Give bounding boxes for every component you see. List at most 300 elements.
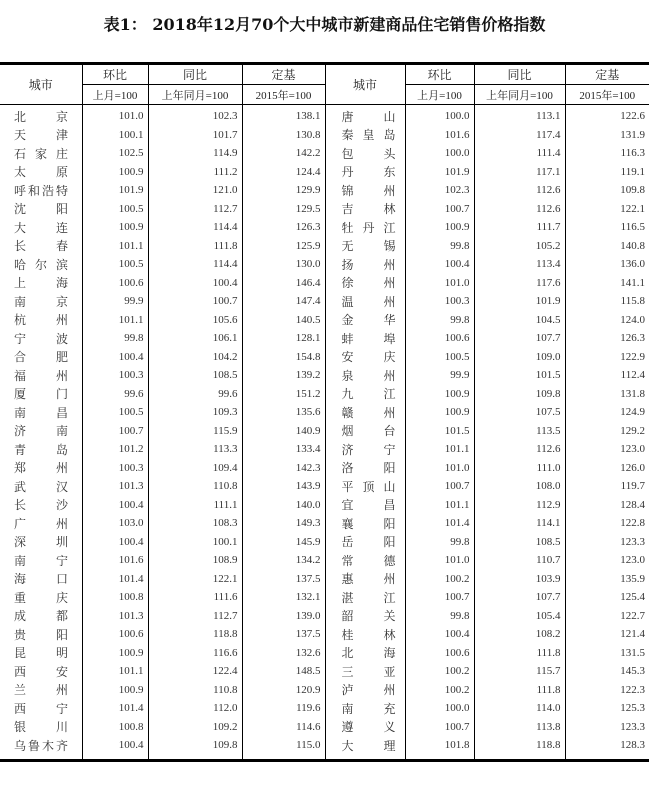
yoy-value-left: 118.8 — [148, 625, 242, 644]
table-row — [0, 144, 649, 163]
fixed-base-value-left: 126.3 — [242, 218, 325, 237]
table-row — [0, 699, 649, 718]
yoy-value-left: 113.3 — [148, 440, 242, 459]
mom-value-right: 100.9 — [405, 218, 474, 237]
city-name: 西安 — [14, 664, 68, 679]
city-cell-left — [0, 403, 82, 422]
yoy-value-right: 112.6 — [474, 440, 565, 459]
yoy-value-left: 114.4 — [148, 255, 242, 274]
mom-value-right: 100.0 — [405, 105, 474, 126]
city-cell-right — [325, 385, 405, 404]
fixed-base-value-left: 142.3 — [242, 459, 325, 478]
city-name: 南宁 — [14, 553, 68, 568]
yoy-value-right: 109.8 — [474, 385, 565, 404]
table-row — [0, 274, 649, 293]
yoy-value-right: 110.7 — [474, 551, 565, 570]
fixed-base-value-left: 130.0 — [242, 255, 325, 274]
header-yoy-base-right: 上年同月=100 — [474, 85, 565, 105]
yoy-value-left: 105.6 — [148, 311, 242, 330]
city-name: 沈阳 — [14, 202, 68, 217]
city-name: 长沙 — [14, 498, 68, 513]
yoy-value-right: 101.9 — [474, 292, 565, 311]
city-cell-left — [0, 385, 82, 404]
yoy-value-left: 122.4 — [148, 662, 242, 681]
yoy-value-left: 112.0 — [148, 699, 242, 718]
yoy-value-left: 109.4 — [148, 459, 242, 478]
mom-value-left: 101.1 — [82, 237, 148, 256]
mom-value-left: 101.0 — [82, 105, 148, 126]
table-row — [0, 459, 649, 478]
city-cell-right — [325, 311, 405, 330]
table-row — [0, 477, 649, 496]
city-cell-right — [325, 105, 405, 126]
yoy-value-right: 108.0 — [474, 477, 565, 496]
yoy-value-left: 110.8 — [148, 477, 242, 496]
city-cell-left — [0, 329, 82, 348]
mom-value-left: 101.3 — [82, 477, 148, 496]
fixed-base-value-right: 109.8 — [565, 181, 649, 200]
city-cell-left — [0, 422, 82, 441]
city-cell-left — [0, 163, 82, 182]
fixed-base-value-right: 115.8 — [565, 292, 649, 311]
table-row — [0, 551, 649, 570]
mom-value-left: 101.1 — [82, 311, 148, 330]
fixed-base-value-left: 135.6 — [242, 403, 325, 422]
city-cell-left — [0, 644, 82, 663]
mom-value-right: 101.6 — [405, 126, 474, 145]
city-cell-right — [325, 459, 405, 478]
yoy-value-right: 105.2 — [474, 237, 565, 256]
table-row — [0, 514, 649, 533]
city-name: 安庆 — [341, 350, 396, 365]
header-city-left: 城市 — [0, 64, 82, 105]
fixed-base-value-right: 123.3 — [565, 533, 649, 552]
header-mom-right: 环比 — [405, 64, 474, 85]
mom-value-right: 99.8 — [405, 237, 474, 256]
fixed-base-value-left: 120.9 — [242, 681, 325, 700]
mom-value-left: 102.5 — [82, 144, 148, 163]
fixed-base-value-left: 154.8 — [242, 348, 325, 367]
fixed-base-value-right: 122.6 — [565, 105, 649, 126]
fixed-base-value-right: 124.0 — [565, 311, 649, 330]
city-cell-left — [0, 255, 82, 274]
city-name: 福州 — [14, 368, 68, 383]
yoy-value-left: 100.7 — [148, 292, 242, 311]
fixed-base-value-left: 139.0 — [242, 607, 325, 626]
city-cell-right — [325, 681, 405, 700]
city-name: 温州 — [341, 294, 396, 309]
header-yoy-left: 同比 — [148, 64, 242, 85]
table-row — [0, 126, 649, 145]
city-cell-right — [325, 255, 405, 274]
city-name: 烟台 — [341, 424, 396, 439]
table-row — [0, 255, 649, 274]
table-row — [0, 570, 649, 589]
city-cell-left — [0, 736, 82, 760]
city-cell-right — [325, 496, 405, 515]
yoy-value-left: 110.8 — [148, 681, 242, 700]
city-name: 大理 — [341, 738, 396, 753]
city-cell-right — [325, 699, 405, 718]
table-row — [0, 496, 649, 515]
table-row — [0, 422, 649, 441]
fixed-base-value-right: 126.0 — [565, 459, 649, 478]
yoy-value-left: 116.6 — [148, 644, 242, 663]
fixed-base-value-left: 140.0 — [242, 496, 325, 515]
table-row — [0, 366, 649, 385]
city-name: 包头 — [341, 146, 396, 161]
table-row — [0, 311, 649, 330]
fixed-base-value-left: 140.5 — [242, 311, 325, 330]
yoy-value-right: 117.4 — [474, 126, 565, 145]
mom-value-right: 101.0 — [405, 551, 474, 570]
table-row — [0, 533, 649, 552]
city-name: 太原 — [14, 165, 68, 180]
city-cell-right — [325, 718, 405, 737]
mom-value-right: 100.7 — [405, 200, 474, 219]
city-name: 重庆 — [14, 590, 68, 605]
mom-value-right: 100.2 — [405, 681, 474, 700]
city-name: 广州 — [14, 516, 68, 531]
city-cell-left — [0, 126, 82, 145]
fixed-base-value-right: 122.3 — [565, 681, 649, 700]
table-row — [0, 348, 649, 367]
mom-value-left: 101.3 — [82, 607, 148, 626]
city-cell-left — [0, 144, 82, 163]
city-name: 大连 — [14, 220, 68, 235]
yoy-value-left: 106.1 — [148, 329, 242, 348]
city-name: 郑州 — [14, 461, 68, 476]
fixed-base-value-right: 123.0 — [565, 440, 649, 459]
yoy-value-left: 99.6 — [148, 385, 242, 404]
fixed-base-value-left: 134.2 — [242, 551, 325, 570]
yoy-value-right: 111.0 — [474, 459, 565, 478]
city-name: 唐山 — [341, 109, 396, 124]
fixed-base-value-right: 121.4 — [565, 625, 649, 644]
city-cell-left — [0, 699, 82, 718]
fixed-base-value-left: 130.8 — [242, 126, 325, 145]
mom-value-right: 101.5 — [405, 422, 474, 441]
city-cell-right — [325, 366, 405, 385]
city-cell-left — [0, 292, 82, 311]
table-row — [0, 607, 649, 626]
city-cell-right — [325, 274, 405, 293]
mom-value-right: 100.7 — [405, 588, 474, 607]
mom-value-right: 101.1 — [405, 440, 474, 459]
header-mom-base-left: 上月=100 — [82, 85, 148, 105]
table-row — [0, 329, 649, 348]
fixed-base-value-right: 131.8 — [565, 385, 649, 404]
table-row — [0, 105, 649, 126]
mom-value-right: 101.1 — [405, 496, 474, 515]
city-name: 常德 — [341, 553, 396, 568]
header-yoy-right: 同比 — [474, 64, 565, 85]
city-cell-right — [325, 736, 405, 760]
city-name: 韶关 — [341, 609, 396, 624]
city-cell-left — [0, 348, 82, 367]
city-name: 海口 — [14, 572, 68, 587]
fixed-base-value-right: 140.8 — [565, 237, 649, 256]
table-row — [0, 644, 649, 663]
fixed-base-value-right: 131.9 — [565, 126, 649, 145]
city-cell-left — [0, 625, 82, 644]
fixed-base-value-right: 122.7 — [565, 607, 649, 626]
city-name: 哈尔滨 — [14, 257, 68, 272]
fixed-base-value-left: 139.2 — [242, 366, 325, 385]
mom-value-left: 100.5 — [82, 255, 148, 274]
fixed-base-value-right: 119.7 — [565, 477, 649, 496]
city-name: 长春 — [14, 239, 68, 254]
fixed-base-value-left: 147.4 — [242, 292, 325, 311]
table-row — [0, 625, 649, 644]
header-fixed-left: 定基 — [242, 64, 325, 85]
yoy-value-left: 108.5 — [148, 366, 242, 385]
city-name: 泸州 — [341, 683, 396, 698]
header-mom-base-right: 上月=100 — [405, 85, 474, 105]
city-name: 银川 — [14, 720, 68, 735]
table-row — [0, 218, 649, 237]
fixed-base-value-left: 115.0 — [242, 736, 325, 760]
mom-value-left: 100.6 — [82, 274, 148, 293]
city-cell-left — [0, 105, 82, 126]
fixed-base-value-right: 128.3 — [565, 736, 649, 760]
city-cell-right — [325, 422, 405, 441]
mom-value-left: 100.7 — [82, 422, 148, 441]
table-row — [0, 588, 649, 607]
fixed-base-value-left: 119.6 — [242, 699, 325, 718]
mom-value-left: 101.6 — [82, 551, 148, 570]
yoy-value-left: 101.7 — [148, 126, 242, 145]
city-name: 赣州 — [341, 405, 396, 420]
city-cell-left — [0, 200, 82, 219]
city-name: 杭州 — [14, 313, 68, 328]
yoy-value-right: 112.6 — [474, 181, 565, 200]
mom-value-right: 100.6 — [405, 644, 474, 663]
yoy-value-right: 111.4 — [474, 144, 565, 163]
city-cell-left — [0, 551, 82, 570]
fixed-base-value-left: 140.9 — [242, 422, 325, 441]
city-name: 锦州 — [341, 183, 396, 198]
table-row — [0, 385, 649, 404]
fixed-base-value-left: 129.9 — [242, 181, 325, 200]
city-name: 牡丹江 — [341, 220, 396, 235]
fixed-base-value-right: 126.3 — [565, 329, 649, 348]
city-cell-left — [0, 662, 82, 681]
mom-value-left: 100.9 — [82, 218, 148, 237]
mom-value-right: 101.0 — [405, 274, 474, 293]
yoy-value-right: 101.5 — [474, 366, 565, 385]
fixed-base-value-left: 149.3 — [242, 514, 325, 533]
mom-value-left: 100.1 — [82, 126, 148, 145]
city-cell-right — [325, 237, 405, 256]
yoy-value-left: 109.8 — [148, 736, 242, 760]
table-row — [0, 718, 649, 737]
mom-value-left: 100.4 — [82, 496, 148, 515]
mom-value-left: 100.5 — [82, 200, 148, 219]
city-name: 扬州 — [341, 257, 396, 272]
table-row — [0, 736, 649, 760]
city-cell-left — [0, 311, 82, 330]
city-cell-left — [0, 440, 82, 459]
mom-value-left: 100.9 — [82, 681, 148, 700]
fixed-base-value-right: 131.5 — [565, 644, 649, 663]
yoy-value-right: 107.7 — [474, 588, 565, 607]
city-cell-left — [0, 477, 82, 496]
fixed-base-value-left: 132.6 — [242, 644, 325, 663]
fixed-base-value-right: 116.5 — [565, 218, 649, 237]
fixed-base-value-right: 112.4 — [565, 366, 649, 385]
mom-value-right: 101.0 — [405, 459, 474, 478]
fixed-base-value-right: 122.1 — [565, 200, 649, 219]
city-name: 合肥 — [14, 350, 68, 365]
yoy-value-left: 111.1 — [148, 496, 242, 515]
yoy-value-left: 122.1 — [148, 570, 242, 589]
city-name: 宜昌 — [341, 498, 396, 513]
header-fixed-right: 定基 — [565, 64, 649, 85]
fixed-base-value-right: 135.9 — [565, 570, 649, 589]
yoy-value-left: 104.2 — [148, 348, 242, 367]
fixed-base-value-left: 138.1 — [242, 105, 325, 126]
mom-value-left: 101.9 — [82, 181, 148, 200]
yoy-value-left: 112.7 — [148, 607, 242, 626]
city-name: 南充 — [341, 701, 396, 716]
city-cell-left — [0, 533, 82, 552]
yoy-value-right: 107.7 — [474, 329, 565, 348]
yoy-value-right: 113.8 — [474, 718, 565, 737]
mom-value-left: 100.4 — [82, 736, 148, 760]
mom-value-right: 100.2 — [405, 570, 474, 589]
yoy-value-right: 111.8 — [474, 681, 565, 700]
fixed-base-value-left: 137.5 — [242, 570, 325, 589]
fixed-base-value-right: 125.4 — [565, 588, 649, 607]
city-name: 金华 — [341, 313, 396, 328]
table-row — [0, 181, 649, 200]
city-name: 乌鲁木齐 — [14, 738, 68, 753]
yoy-value-left: 100.1 — [148, 533, 242, 552]
fixed-base-value-right: 141.1 — [565, 274, 649, 293]
city-cell-right — [325, 403, 405, 422]
mom-value-left: 100.8 — [82, 718, 148, 737]
header-mom-left: 环比 — [82, 64, 148, 85]
header-fixed-base-left: 2015年=100 — [242, 85, 325, 105]
city-name: 吉林 — [341, 202, 396, 217]
city-name: 南京 — [14, 294, 68, 309]
city-cell-left — [0, 570, 82, 589]
yoy-value-right: 103.9 — [474, 570, 565, 589]
fixed-base-value-left: 137.5 — [242, 625, 325, 644]
city-name: 青岛 — [14, 442, 68, 457]
mom-value-right: 101.9 — [405, 163, 474, 182]
city-cell-right — [325, 533, 405, 552]
city-name: 贵阳 — [14, 627, 68, 642]
city-cell-right — [325, 144, 405, 163]
mom-value-left: 100.3 — [82, 459, 148, 478]
city-cell-left — [0, 496, 82, 515]
yoy-value-right: 109.0 — [474, 348, 565, 367]
city-cell-left — [0, 681, 82, 700]
fixed-base-value-right: 123.3 — [565, 718, 649, 737]
yoy-value-left: 114.9 — [148, 144, 242, 163]
mom-value-left: 100.4 — [82, 348, 148, 367]
table-title: 表1： 2018年12月70个大中城市新建商品住宅销售价格指数 — [103, 15, 546, 34]
yoy-value-right: 113.1 — [474, 105, 565, 126]
fixed-base-value-left: 143.9 — [242, 477, 325, 496]
mom-value-left: 99.8 — [82, 329, 148, 348]
mom-value-right: 101.8 — [405, 736, 474, 760]
city-name: 昆明 — [14, 646, 68, 661]
yoy-value-left: 100.4 — [148, 274, 242, 293]
city-name: 平顶山 — [341, 479, 396, 494]
city-name: 厦门 — [14, 387, 68, 402]
fixed-base-value-left: 128.1 — [242, 329, 325, 348]
city-cell-right — [325, 329, 405, 348]
fixed-base-value-left: 142.2 — [242, 144, 325, 163]
mom-value-right: 100.9 — [405, 385, 474, 404]
mom-value-left: 100.8 — [82, 588, 148, 607]
city-cell-right — [325, 625, 405, 644]
city-cell-right — [325, 570, 405, 589]
fixed-base-value-right: 122.8 — [565, 514, 649, 533]
fixed-base-value-left: 145.9 — [242, 533, 325, 552]
mom-value-left: 100.5 — [82, 403, 148, 422]
city-name: 石家庄 — [14, 146, 68, 161]
mom-value-right: 100.2 — [405, 662, 474, 681]
city-name: 宁波 — [14, 331, 68, 346]
mom-value-right: 99.9 — [405, 366, 474, 385]
mom-value-right: 102.3 — [405, 181, 474, 200]
city-cell-left — [0, 237, 82, 256]
city-name: 遵义 — [341, 720, 396, 735]
city-name: 呼和浩特 — [14, 183, 68, 198]
mom-value-left: 100.4 — [82, 533, 148, 552]
fixed-base-value-left: 114.6 — [242, 718, 325, 737]
fixed-base-value-left: 124.4 — [242, 163, 325, 182]
mom-value-left: 101.2 — [82, 440, 148, 459]
mom-value-right: 100.5 — [405, 348, 474, 367]
city-name: 三亚 — [341, 664, 396, 679]
city-name: 深圳 — [14, 535, 68, 550]
table-row — [0, 200, 649, 219]
mom-value-left: 100.3 — [82, 366, 148, 385]
mom-value-left: 100.9 — [82, 163, 148, 182]
fixed-base-value-right: 128.4 — [565, 496, 649, 515]
fixed-base-value-right: 122.9 — [565, 348, 649, 367]
yoy-value-right: 108.2 — [474, 625, 565, 644]
mom-value-left: 99.9 — [82, 292, 148, 311]
fixed-base-value-right: 123.0 — [565, 551, 649, 570]
fixed-base-value-left: 146.4 — [242, 274, 325, 293]
city-name: 惠州 — [341, 572, 396, 587]
city-cell-left — [0, 218, 82, 237]
city-name: 北海 — [341, 646, 396, 661]
city-name: 襄阳 — [341, 516, 396, 531]
yoy-value-right: 107.5 — [474, 403, 565, 422]
city-name: 北京 — [14, 109, 68, 124]
yoy-value-left: 111.6 — [148, 588, 242, 607]
mom-value-right: 100.0 — [405, 144, 474, 163]
city-name: 桂林 — [341, 627, 396, 642]
yoy-value-left: 115.9 — [148, 422, 242, 441]
city-name: 成都 — [14, 609, 68, 624]
mom-value-left: 103.0 — [82, 514, 148, 533]
table-body — [0, 105, 649, 761]
yoy-value-right: 113.5 — [474, 422, 565, 441]
city-cell-right — [325, 514, 405, 533]
fixed-base-value-right: 125.3 — [565, 699, 649, 718]
table-row — [0, 237, 649, 256]
yoy-value-left: 114.4 — [148, 218, 242, 237]
yoy-value-left: 102.3 — [148, 105, 242, 126]
